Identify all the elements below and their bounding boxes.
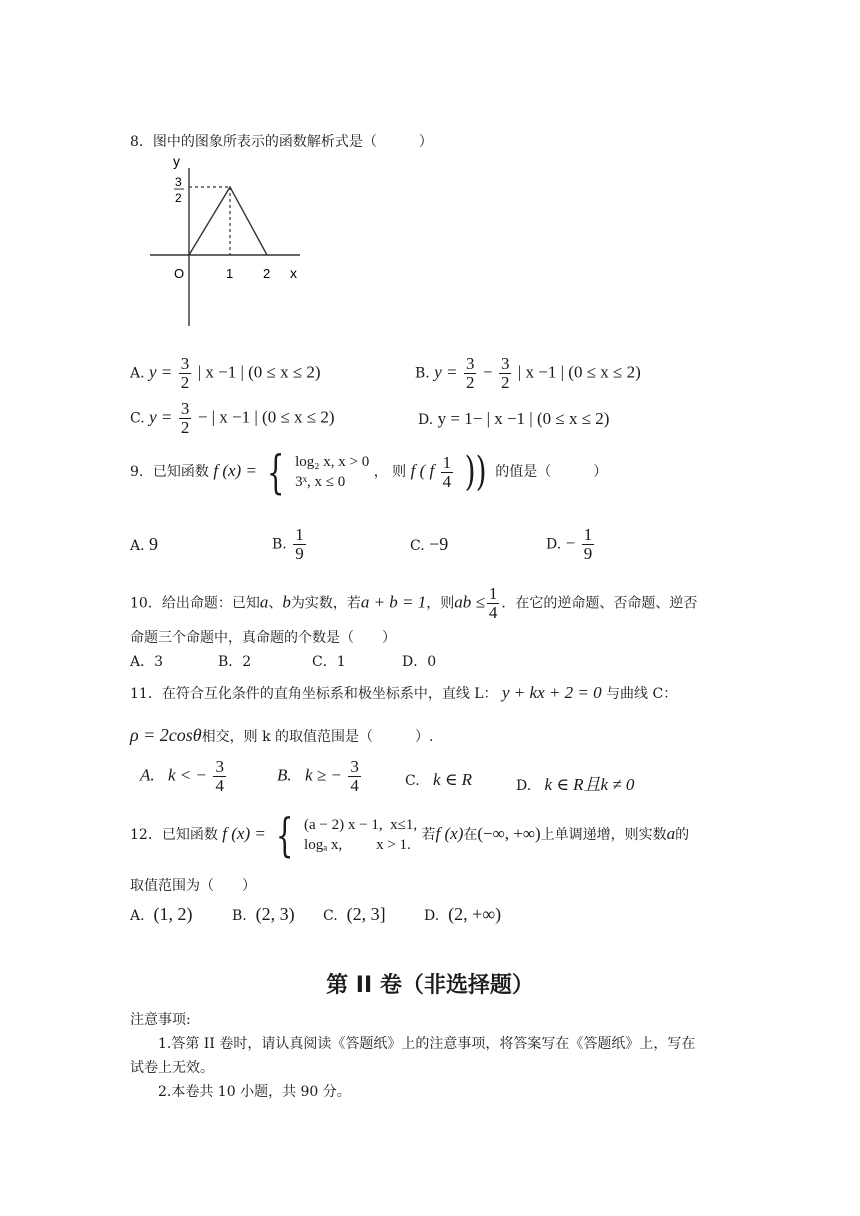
origin-label: O — [174, 266, 185, 281]
q8-option-d[interactable]: D. y = 1− | x −1 | (0 ≤ x ≤ 2) — [418, 409, 610, 428]
q11-line1: 11．在符合互化条件的直角坐标系和极坐标系中，直线 L： y + kx + 2 = 0 与曲线 C： — [130, 683, 678, 702]
q9-option-c[interactable]: C. −9 — [410, 534, 449, 554]
q12-option-d[interactable]: D. (2, +∞) — [424, 904, 502, 924]
q11-option-d[interactable]: D. k ∈ R且k ≠ 0 — [516, 775, 635, 794]
q8-option-b[interactable]: B. y = $\frac{3}{2}$ − $\frac{3}{2}$ | x −1 | (0 ≤ x ≤ 2) — [415, 354, 641, 392]
q11-option-b[interactable]: B. k ≥ − $\frac{3}{4}$ — [277, 757, 359, 795]
q12-option-b[interactable]: B. (2, 3) — [232, 904, 295, 924]
q10-option-d[interactable]: D．0 — [402, 654, 437, 670]
tick-1-label: 1 — [226, 266, 234, 281]
q12-stem: 12．已知函数 f (x) = { (a − 2) x − 1, x≤1, logₐ x, x > 1. 若f (x)在(−∞, +∞)上单调递增，则实数a的 — [130, 808, 690, 862]
tick-2-label: 2 — [263, 266, 271, 281]
q11-line2: ρ = 2cosθ相交，则 k 的取值范围是（ ）. — [130, 725, 434, 745]
q12-line2: 取值范围为（ ） — [130, 878, 256, 894]
x-axis-label: x — [290, 265, 297, 281]
function-line — [189, 187, 267, 255]
q9-option-a[interactable]: A. 9 — [130, 534, 159, 554]
q8-option-c[interactable]: C. y = $\frac{3}{2}$ − | x −1 | (0 ≤ x ≤ 2) — [130, 399, 335, 437]
q11-option-c[interactable]: C. k ∈ R — [405, 770, 473, 789]
y-axis-label: y — [173, 153, 180, 169]
q8-stem: 8．图中的图象所表示的函数解析式是（ ） — [130, 134, 433, 150]
q9-option-b[interactable]: B. $\frac{1}{9}$ — [272, 525, 304, 563]
q11-option-a[interactable]: A. k < − $\frac{3}{4}$ — [140, 757, 224, 795]
q10-option-a[interactable]: A．3 — [130, 654, 164, 670]
q9-option-d[interactable]: D. − $\frac{1}{9}$ — [546, 525, 593, 563]
part2-item1-line1: 1.答第 II 卷时，请认真阅读《答题纸》上的注意事项，将答案写在《答题纸》上，写在 — [158, 1036, 696, 1052]
q12-option-c[interactable]: C. (2, 3] — [323, 904, 386, 924]
q10-line2: 命题三个命题中，真命题的个数是（ ） — [130, 630, 396, 646]
q10-option-b[interactable]: B．2 — [218, 654, 252, 670]
part2-notice: 注意事项: — [130, 1012, 191, 1028]
q10-option-c[interactable]: C．1 — [312, 654, 346, 670]
q10-line1: 10．给出命题：已知a、b为实数，若a + b = 1，则ab ≤ $\frac{1}{4}$ ．在它的逆命题、否命题、逆否 — [130, 584, 698, 622]
y-tick-num: 3 — [175, 175, 182, 189]
q9-stem: 9．已知函数 f (x) = { log₂ x, x > 0 3ˣ, x ≤ 0 ， 则 f ( f $\frac{1}{4}$ )) 的值是（ ） — [130, 445, 608, 499]
y-tick-den: 2 — [175, 191, 182, 205]
q8-option-a[interactable]: A. y = $\frac{3}{2}$ | x −1 | (0 ≤ x ≤ 2) — [130, 354, 321, 392]
q8-graph — [140, 150, 310, 330]
part2-item1-line2: 试卷上无效。 — [130, 1060, 214, 1076]
part2-heading: 第 II 卷（非选择题） — [326, 973, 534, 998]
q12-option-a[interactable]: A. (1, 2) — [130, 904, 193, 924]
part2-item2: 2.本卷共 10 小题，共 90 分。 — [158, 1084, 351, 1100]
